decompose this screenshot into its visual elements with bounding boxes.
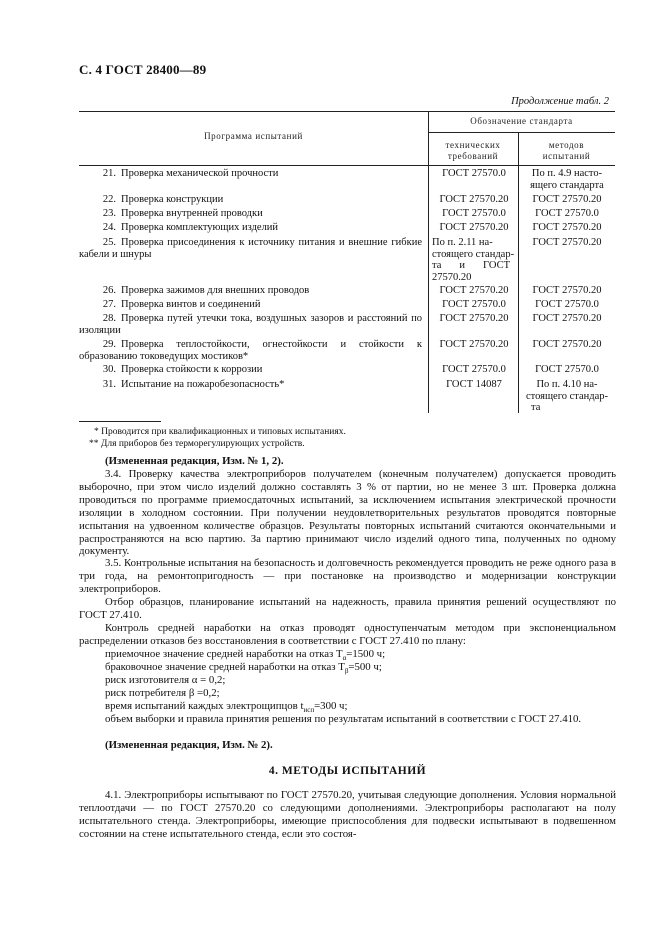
table-cell-methods: ГОСТ 27570.0	[535, 299, 599, 310]
table-row-name: 24. Проверка комплектующих изделий	[102, 222, 279, 233]
paragraph-3-5: 3.5. Контрольные испытания на безопасность и долговечность рекомендуется проводить не реже одного раза в три года, на ремонтопригодность — при постановке на производство и модернизации конструкции электроприборов.	[79, 557, 616, 595]
paragraph-3-4: 3.4. Проверку качества электроприборов получателем (конечным получателем) допускается проводить выборочно, при этом число изделий должно составлять 3 % от партии, но не менее 3 шт. Проверка должна проводиться по программе приемосдаточных испытаний, за исключением испытания электрической прочности изоляции в холодном состоянии. При получении неудовлетворительных результатов проводятся повторные испытания на удвоенном количестве образцов. Результаты повторных испытаний считаются окончательными и распространяются на всю партию. За партию принимают число изделий одного типа, полученных по одному документу.	[79, 468, 616, 558]
paragraph-4-1: 4.1. Электроприборы испытывают по ГОСТ 27570.20, учитывая следующие дополнения. Условия нормальной теплоотдачи — по ГОСТ 27570.20 со следующими дополнениями. Электроприборы располагают на полу испытательного стенда. Электроприборы, имеющие приспособления для подвески испытывают в подвешенном состоянии на стене испытательного стенда, если это состоя-	[79, 789, 616, 840]
table-row-name: 30. Проверка стойкости к коррозии	[102, 364, 263, 375]
table-cell-methods: ГОСТ 27570.20	[532, 339, 602, 350]
column-header-methods: методов испытаний	[542, 140, 591, 161]
column-header-tech: технических требований	[445, 140, 501, 161]
paragraph-control: Контроль средней наработки на отказ проводят одноступенчатым методом при экспоненциальном распределении отказов без восстановления в соответствии с ГОСТ 27.410 по плану:	[79, 622, 616, 647]
table-cell-methods: По п. 4.9 насто- ящего стандарта	[530, 168, 604, 191]
plan-item: браковочное значение средней наработки на отказ $T_\beta=500$ ч;	[105, 661, 382, 676]
table-cell-tech: По п. 2.11 на- стоящего стандар- та и ГОСТ 27570.20	[432, 237, 515, 283]
table-cell-methods: ГОСТ 27570.20	[532, 313, 602, 324]
table-row-name: 25. Проверка присоединения к источнику питания и внешние гибкие кабели и шнуры	[79, 237, 422, 260]
column-header-designation: Обозначение стандарта	[470, 116, 573, 126]
table-cell-tech: ГОСТ 27570.20	[439, 339, 509, 350]
table-cell-tech: ГОСТ 27570.0	[442, 299, 506, 310]
column-header-program: Программа испытаний	[204, 131, 303, 141]
table-row-name: 26. Проверка зажимов для внешних проводов	[102, 285, 310, 296]
footnote: * Проводится при квалификационных и типовых испытаниях.	[94, 427, 346, 437]
table-row-name: 29. Проверка теплостойкости, огнестойкости и стойкости к образованию токоведущих мостиков*	[79, 339, 422, 362]
table-cell-methods: ГОСТ 27570.20	[532, 222, 602, 233]
paragraph-volume: объем выборки и правила принятия решения по результатам испытаний в соответствии с ГОСТ 27.410.	[105, 713, 582, 725]
table-cell-tech: ГОСТ 27570.20	[439, 222, 509, 233]
table-row-name: 22. Проверка конструкции	[102, 194, 224, 205]
section-heading: 4. МЕТОДЫ ИСПЫТАНИЙ	[268, 765, 427, 777]
table-cell-methods: ГОСТ 27570.20	[532, 237, 602, 248]
footnote-rule	[79, 421, 161, 422]
table-row-name: 31. Испытание на пожаробезопасность*	[102, 379, 285, 390]
table-cell-tech: ГОСТ 14087	[446, 379, 502, 390]
table-cell-methods: ГОСТ 27570.0	[535, 364, 599, 375]
table-top-rule	[79, 111, 615, 112]
table-cell-tech: ГОСТ 27570.0	[442, 168, 506, 179]
table-cell-tech: ГОСТ 27570.0	[442, 208, 506, 219]
table-cell-tech: ГОСТ 27570.20	[439, 313, 509, 324]
amendment-note: (Измененная редакция, Изм. № 1, 2).	[105, 455, 284, 467]
table-cell-tech: ГОСТ 27570.20	[439, 285, 509, 296]
table-cell-tech: ГОСТ 27570.0	[442, 364, 506, 375]
page-header: С. 4 ГОСТ 28400—89	[79, 62, 207, 77]
table-header-rule	[79, 165, 615, 166]
table-cell-methods: ГОСТ 27570.20	[532, 285, 602, 296]
paragraph-sampling: Отбор образцов, планирование испытаний на надежность, правила принятия решений осуществляют по ГОСТ 27.410.	[79, 596, 616, 621]
plan-item: приемочное значение средней наработки на отказ $T_\alpha=1500$ ч;	[105, 648, 386, 663]
table-row-name: 27. Проверка винтов и соединений	[102, 299, 261, 310]
table-row-name: 21. Проверка механической прочности	[102, 168, 279, 179]
table-row-name: 28. Проверка путей утечки тока, воздушных зазоров и расстояний по изоляции	[79, 313, 422, 336]
table-continuation-label: Продолжение табл. 2	[511, 96, 609, 107]
amendment-note: (Измененная редакция, Изм. № 2).	[105, 739, 273, 751]
table-cell-methods: ГОСТ 27570.0	[535, 208, 599, 219]
table-subheader-rule	[428, 132, 615, 133]
table-cell-methods: ГОСТ 27570.20	[532, 194, 602, 205]
plan-item: время испытаний каждых электрощипцов $t_{исп}=300$ ч;	[105, 700, 348, 715]
table-row-name: 23. Проверка внутренней проводки	[102, 208, 263, 219]
table-cell-methods: По п. 4.10 на- стоящего стандар- та	[525, 379, 609, 413]
plan-item: риск потребителя β =0,2;	[105, 687, 220, 699]
footnote: ** Для приборов без терморегулирующих устройств.	[89, 439, 305, 449]
plan-item: риск изготовителя α = 0,2;	[105, 674, 226, 686]
table-column-divider	[518, 132, 519, 413]
table-cell-tech: ГОСТ 27570.20	[439, 194, 509, 205]
